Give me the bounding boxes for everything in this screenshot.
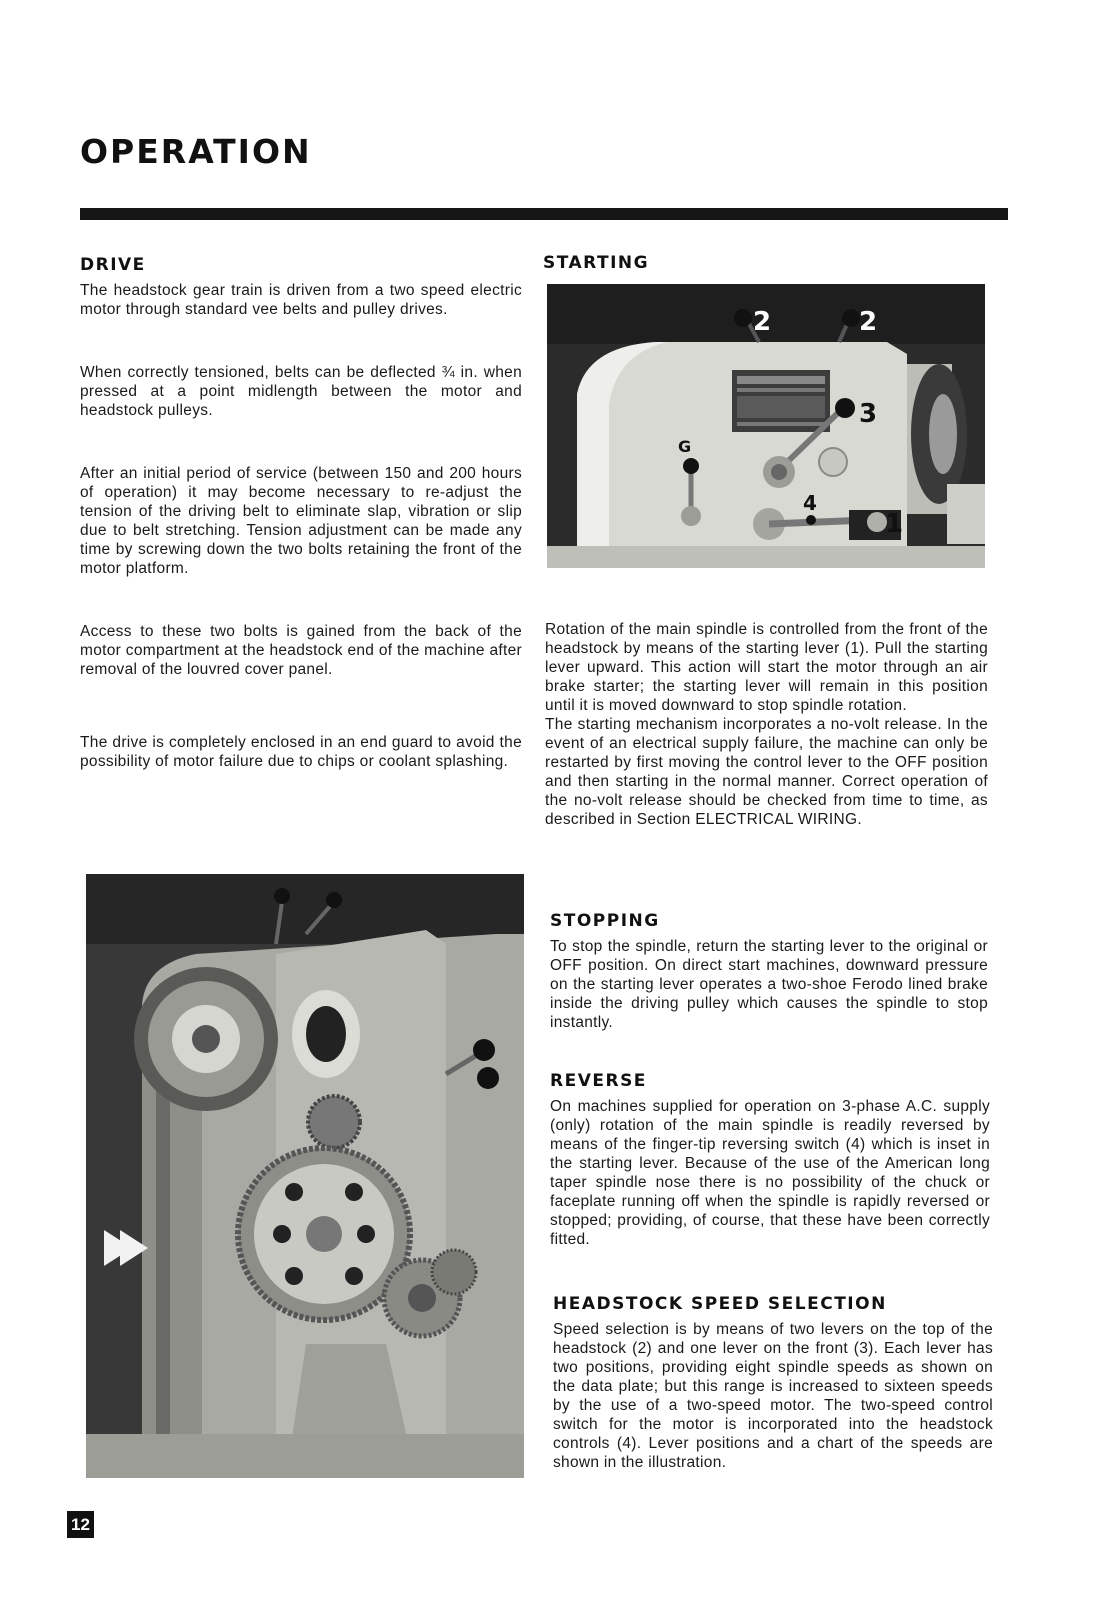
stopping-paragraph: To stop the spindle, return the starting lever to the original or OFF position. On direct start machines, downward pressure on the starting lever operates a two-shoe Ferodo lined brake inside the driving pulley which causes the spindle to stop instantly.	[550, 938, 988, 1031]
gear-train-photo	[86, 874, 524, 1478]
page-title: OPERATION	[80, 132, 312, 171]
reverse-paragraph: On machines supplied for operation on 3-phase A.C. supply (only) rotation of the main spindle is readily reversed by means of the finger-tip reversing switch (4) which is inset in the starting lever. Because of the use of the American long taper spindle nose there is no possibility of the chuck or faceplate running off when the spindle is rapidly reversed or stopped; providing, of course, that these have been correctly fitted.	[550, 1098, 990, 1248]
reverse-section	[550, 1071, 990, 1249]
photo-label-1: 1	[885, 509, 904, 539]
drive-paragraph-1: The headstock gear train is driven from a two speed electric motor through standard vee belts and pulley drives.	[80, 282, 522, 318]
starting-heading: STARTING	[543, 253, 650, 273]
photo-label-4: 4	[803, 491, 817, 515]
drive-paragraph-2: When correctly tensioned, belts can be deflected ¾ in. when pressed at a point midlength between the motor and headstock pulleys.	[80, 364, 522, 419]
starting-paragraph-1: Rotation of the main spindle is controlled from the front of the headstock by means of the starting lever (1). Pull the starting lever upward. This action will start the motor through an air brake starter; the starting lever will remain in this position until it is moved downward to stop spindle rotation.	[545, 621, 988, 714]
headstock-controls-photo	[547, 284, 985, 568]
speed-selection-paragraph: Speed selection is by means of two levers on the top of the headstock (2) and one lever on the front (3). Each lever has two positions, providing eight spindle speeds as shown on the data plate; but this range is increased to sixteen speeds by the use of a two-speed motor. The two-speed control switch for the motor is incorporated into the headstock controls (4). Lever positions and a chart of the speeds are shown in the illustration.	[553, 1321, 993, 1471]
photo-label-2-right: 2	[859, 307, 878, 337]
speed-selection-heading: HEADSTOCK SPEED SELECTION	[553, 1294, 887, 1314]
drive-paragraph-5: The drive is completely enclosed in an end guard to avoid the possibility of motor failure due to chips or coolant splashing.	[80, 734, 522, 770]
drive-paragraph-4: Access to these two bolts is gained from the back of the motor compartment at the headstock end of the machine after removal of the louvred cover panel.	[80, 623, 522, 678]
drive-section	[80, 255, 522, 771]
page-number: 12	[67, 1511, 94, 1538]
stopping-heading: STOPPING	[550, 911, 660, 931]
speed-selection-section	[553, 1294, 993, 1472]
drive-paragraph-3: After an initial period of service (between 150 and 200 hours of operation) it may become necessary to re-adjust the tension of the driving belt to eliminate slap, vibration or slip due to belt stretching. Tension adjustment can be made any time by screwing down the two bolts retaining the front of the motor platform.	[80, 465, 522, 577]
photo-label-3: 3	[859, 399, 878, 429]
photo-label-g: G	[678, 437, 692, 456]
drive-heading: DRIVE	[80, 255, 146, 275]
starting-paragraph-2: The starting mechanism incorporates a no-volt release. In the event of an electrical supply failure, the machine can only be restarted by first moving the control lever to the OFF position and then starting in the normal manner. Correct operation of the no-volt release should be checked from time to time, as described in Section ELECTRICAL WIRING.	[545, 716, 988, 828]
starting-section	[545, 620, 988, 829]
stopping-section	[550, 911, 988, 1032]
photo-label-2-left: 2	[753, 307, 772, 337]
reverse-heading: REVERSE	[550, 1071, 647, 1091]
title-rule	[80, 208, 1008, 220]
